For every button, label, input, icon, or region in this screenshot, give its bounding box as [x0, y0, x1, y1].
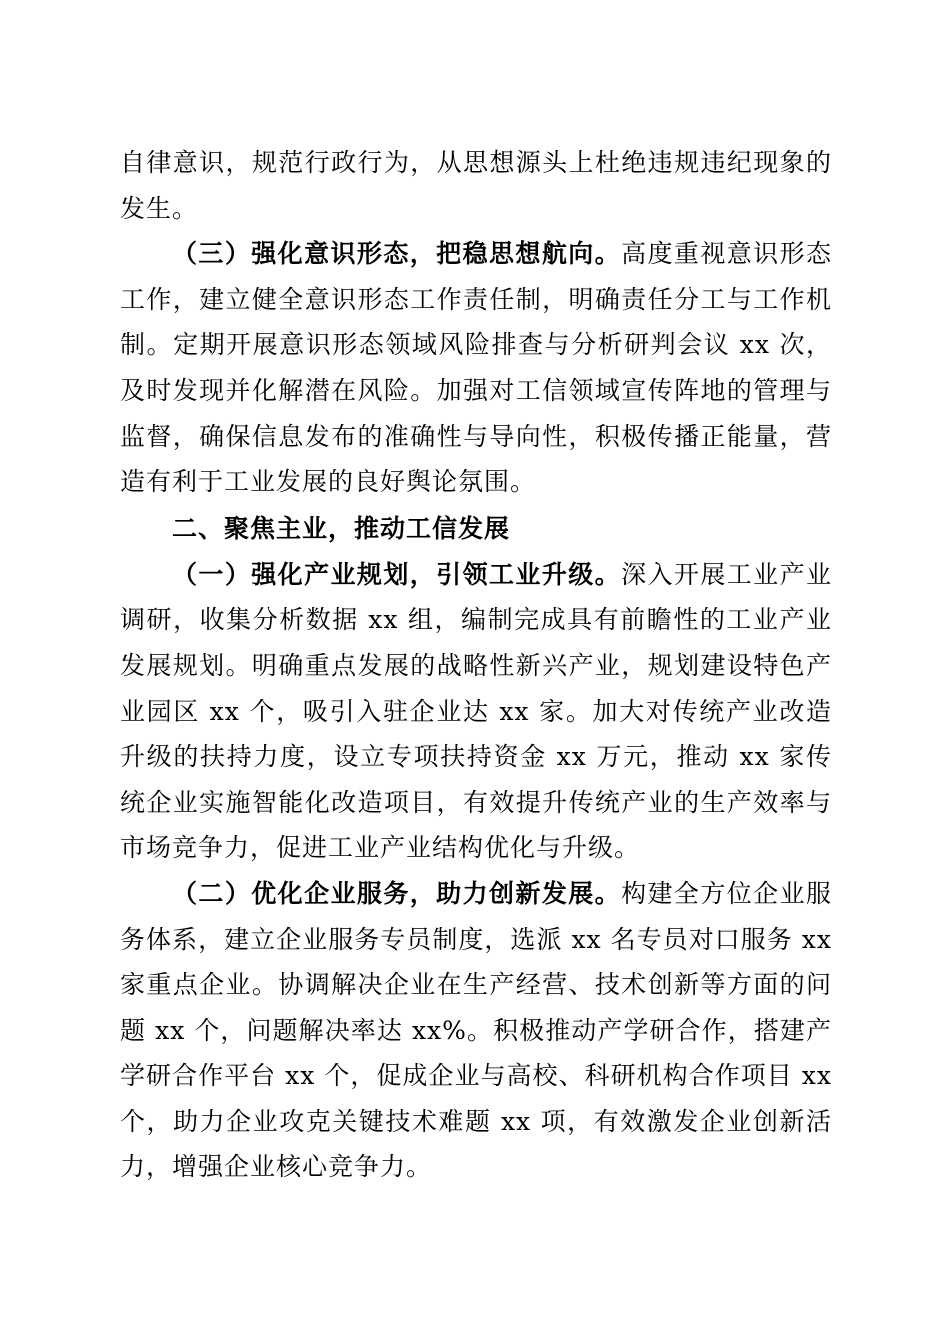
paragraph-industry-planning-body: 深入开展工业产业调研，收集分析数据 xx 组，编制完成具有前瞻性的工业产业发展规划。明确重点发展的战略性新兴产业，规划建设特色产业园区 xx 个，吸引入驻企业达 xx 家。加大对传统产业改造升级的扶持力度，设立专项扶持资金 xx 万元，推动 xx 家传统企业实施智能化改造项目，有效提升传统产业的生产效率与市场竞争力，促进工业产业结构优化与升级。: [120, 559, 832, 863]
paragraph-industry-planning: [120, 552, 832, 871]
paragraph-industry-planning-heading: （一）强化产业规划，引领工业升级。: [172, 559, 622, 589]
document-page: [120, 140, 832, 1190]
section-heading: 二、聚焦主业，推动工信发展: [172, 513, 511, 543]
continuation-paragraph: 自律意识，规范行政行为，从思想源头上杜绝违规违纪现象的发生。: [120, 148, 832, 223]
paragraph-ideology-body: 高度重视意识形态工作，建立健全意识形态工作责任制，明确责任分工与工作机制。定期开展意识形态领域风险排查与分析研判会议 xx 次，及时发现并化解潜在风险。加强对工信领域宣传阵地的管理与监督，确保信息发布的准确性与导向性，积极传播正能量，营造有利于工业发展的良好舆论氛围。: [120, 239, 832, 497]
paragraph-ideology-heading: （三）强化意识形态，把稳思想航向。: [172, 239, 622, 269]
paragraph-enterprise-service-heading: （二）优化企业服务，助力创新发展。: [172, 878, 622, 908]
paragraph-ideology: [120, 231, 832, 505]
paragraph-enterprise-service-body: 构建全方位企业服务体系，建立企业服务专员制度，选派 xx 名专员对口服务 xx 家重点企业。协调解决企业在生产经营、技术创新等方面的问题 xx 个，问题解决率达 xx%。积极推动产学研合作，搭建产学研合作平台 xx 个，促成企业与高校、科研机构合作项目 xx 个，助力企业攻克关键技术难题 xx 项，有效激发企业创新活力，增强企业核心竞争力。: [120, 878, 832, 1182]
paragraph-enterprise-service: [120, 871, 832, 1190]
